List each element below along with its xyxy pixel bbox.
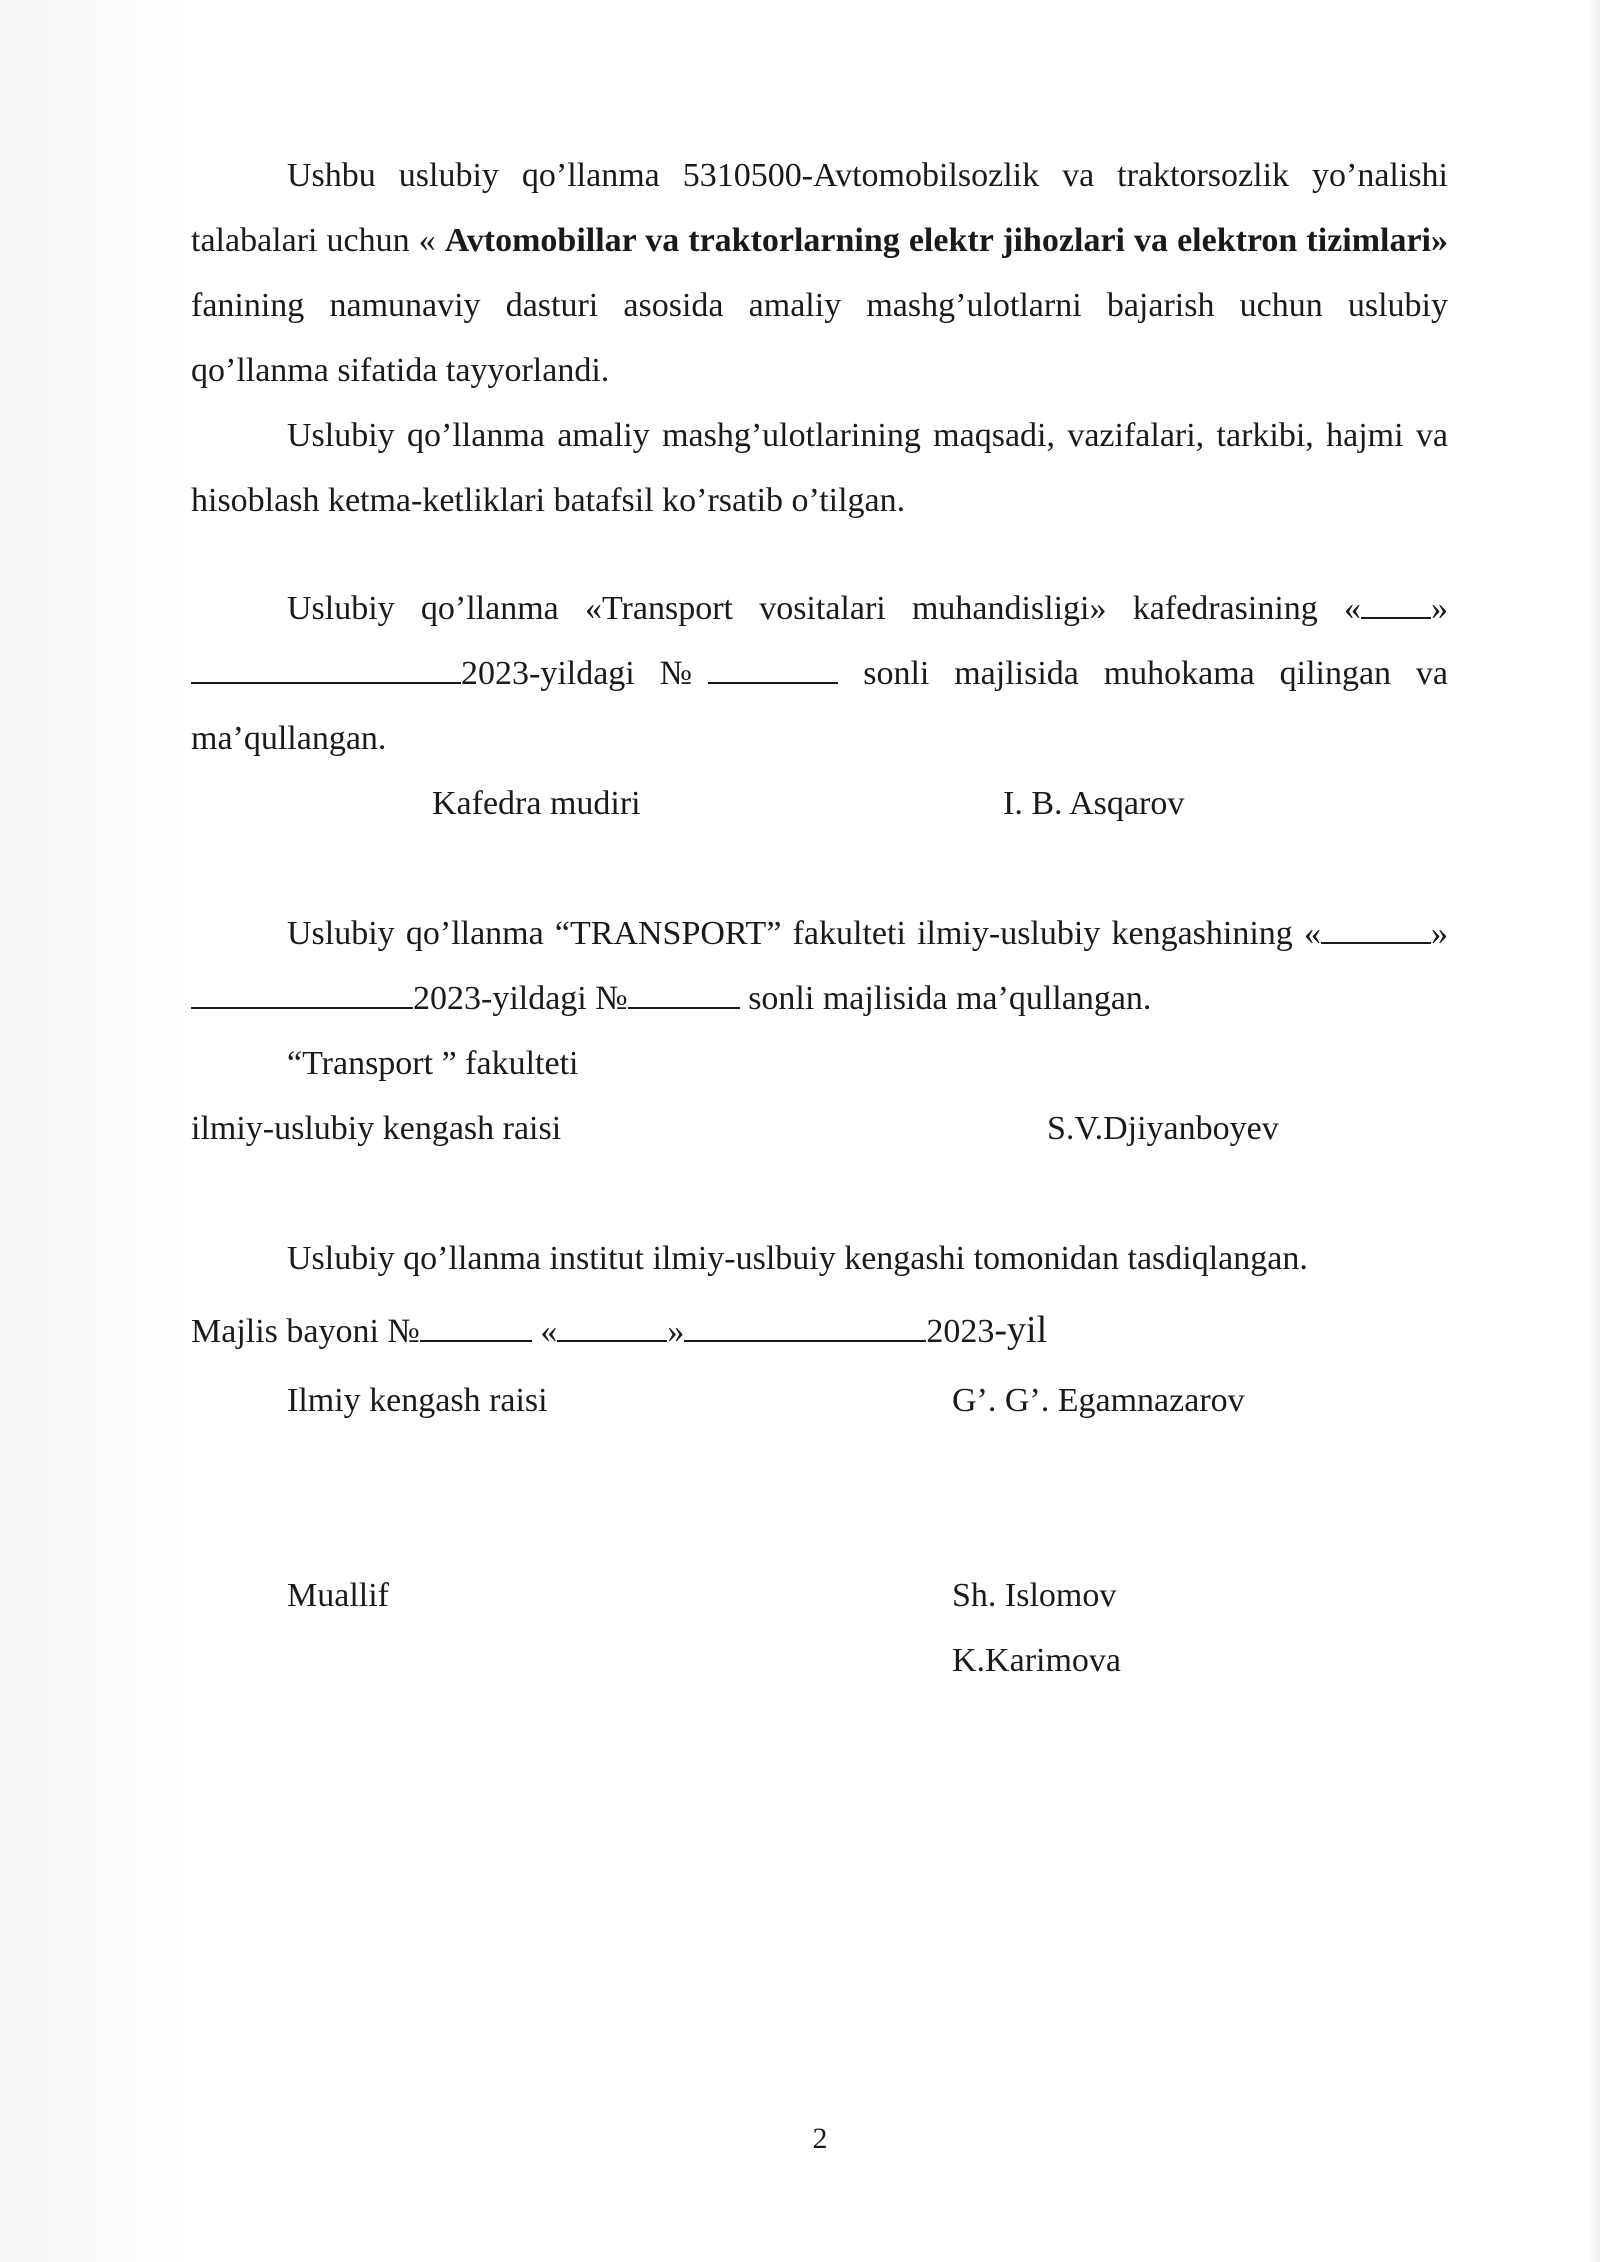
faculty-approval-lead: Uslubiy qo’llanma “TRANSPORT” fakulteti ilmiy-uslubiy kengashining «	[287, 915, 1321, 952]
month-blank	[191, 656, 461, 684]
scientific-council-title: Ilmiy kengash raisi	[287, 1382, 548, 1419]
minutes-label: Majlis bayoni №	[191, 1313, 420, 1350]
intro-lead: Ushbu uslubiy qo’llanma 5310500-Avtomobilsozlik va traktorsozlik yo’nalishi talabalari uchun «	[191, 157, 1448, 259]
month-blank	[191, 981, 413, 1009]
intro-tail: fanining namunaviy dasturi asosida amaliy mashg’ulotlarni bajarish uchun uslubiy qo’llanma sifatida tayyorlandi.	[191, 287, 1448, 389]
department-year: 2023-yildagi №	[461, 655, 709, 692]
number-blank	[708, 656, 838, 684]
day-blank	[1361, 591, 1431, 619]
quote-close: »	[667, 1313, 685, 1350]
month-blank	[684, 1314, 926, 1342]
institute-year: 2023	[926, 1313, 995, 1350]
faculty-council-chair-name: S.V.Djiyanboyev	[1047, 1110, 1279, 1147]
minutes-line	[191, 1298, 1047, 1364]
department-head-title: Kafedra mudiri	[432, 785, 641, 822]
faculty-approval-tail: sonli majlisida ma’qullangan.	[739, 980, 1152, 1017]
day-blank	[1321, 916, 1431, 944]
course-title: Avtomobillar va traktorlarning elektr jihozlari va elektron tizimlari»	[444, 222, 1448, 259]
faculty-council-title-1: “Transport ” fakulteti	[287, 1045, 579, 1082]
quote-close: »	[1431, 590, 1448, 627]
author-name-1: Sh. Islomov	[952, 1577, 1117, 1614]
page-edge-shadow	[0, 0, 190, 2262]
minutes-number-blank	[420, 1314, 532, 1342]
author-label: Muallif	[287, 1577, 389, 1614]
department-head-name: I. B. Asqarov	[1003, 785, 1185, 822]
day-blank	[557, 1314, 667, 1342]
quote-close: »	[1431, 915, 1448, 952]
intro-paragraph	[191, 143, 1448, 403]
scientific-council-chair-name: G’. G’. Egamnazarov	[952, 1382, 1245, 1419]
institute-approval-paragraph: Uslubiy qo’llanma institut ilmiy-uslbuiy kengashi tomonidan tasdiqlangan.	[287, 1240, 1308, 1277]
faculty-year: 2023-yildagi №	[413, 980, 628, 1017]
number-blank	[628, 981, 740, 1009]
page-number: 2	[812, 2122, 828, 2155]
purpose-paragraph: Uslubiy qo’llanma amaliy mashg’ulotlarining maqsadi, vazifalari, tarkibi, hajmi va hisoblash ketma-ketliklari batafsil ko’rsatib o’tilgan.	[191, 417, 1448, 519]
institute-year-suffix: -yil	[994, 1309, 1048, 1351]
quote-open: «	[531, 1313, 558, 1350]
department-approval-paragraph	[191, 576, 1448, 771]
department-approval-lead: Uslubiy qo’llanma «Transport vositalari muhandisligi» kafedrasining «	[287, 590, 1361, 627]
faculty-council-title-2: ilmiy-uslubiy kengash raisi	[191, 1110, 562, 1147]
author-name-2: K.Karimova	[952, 1642, 1122, 1679]
department-approval-tail: sonli majlisida muhokama qilingan va ma’qullangan.	[191, 655, 1448, 757]
faculty-approval-paragraph	[191, 901, 1448, 1031]
page-edge-shadow-right	[1588, 0, 1600, 2262]
